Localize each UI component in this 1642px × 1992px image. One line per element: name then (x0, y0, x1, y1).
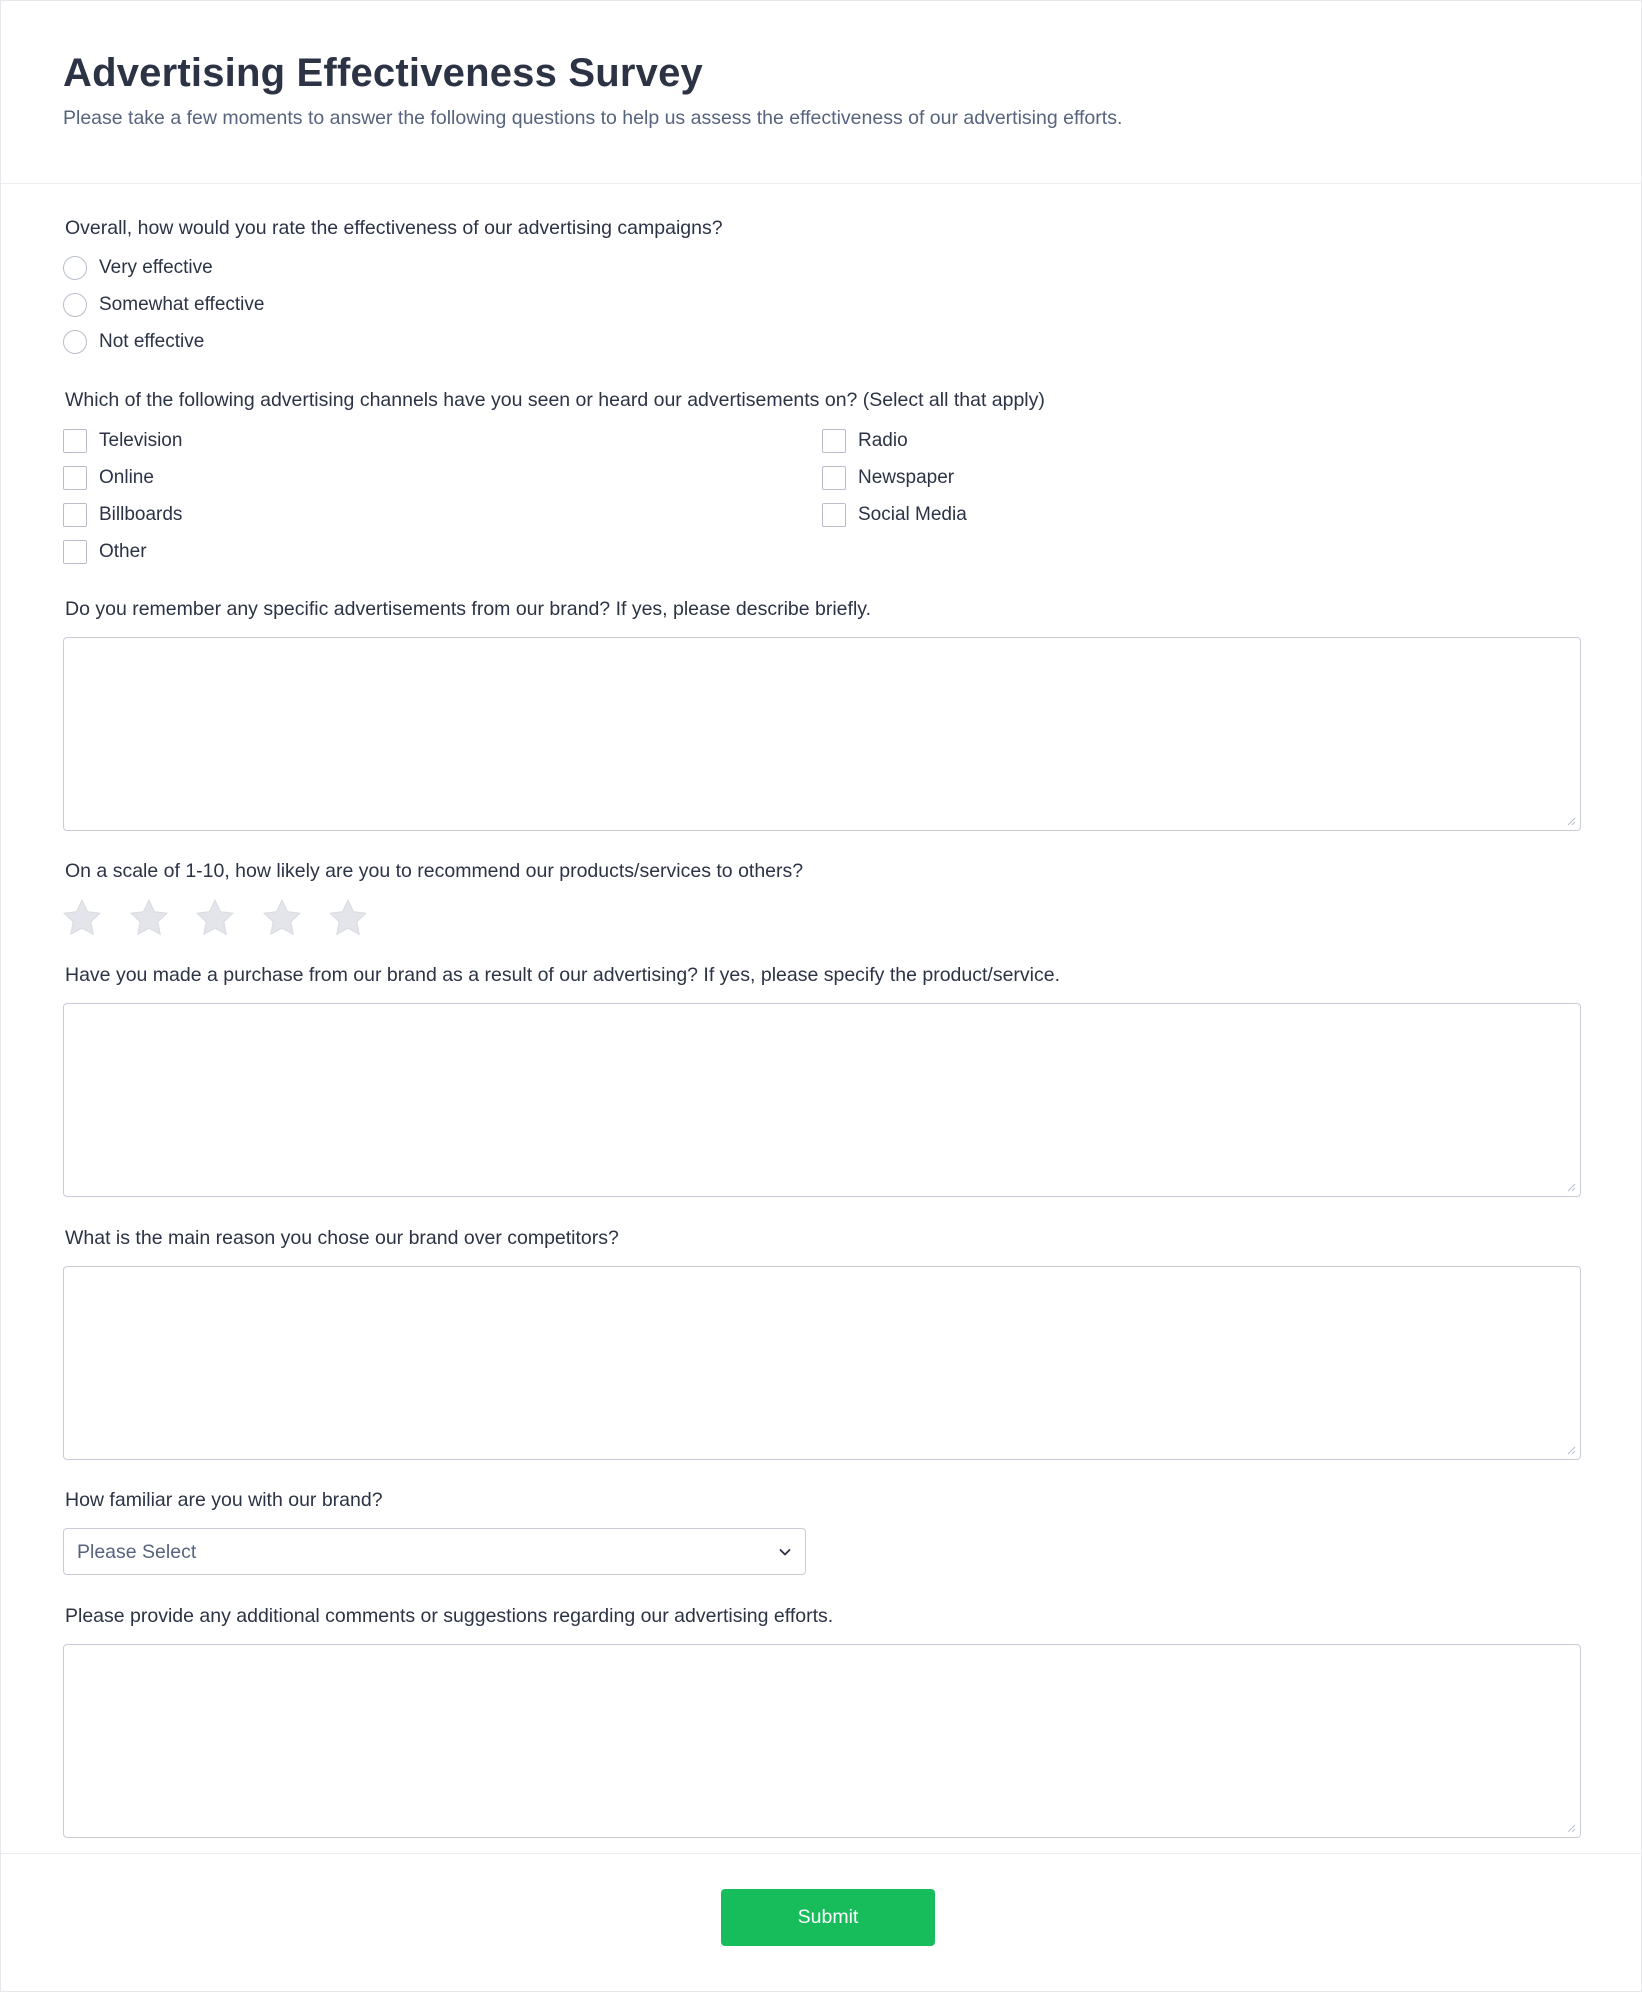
star-icon[interactable] (327, 897, 369, 939)
q6-textarea[interactable] (63, 1266, 1581, 1460)
select-value: Please Select (77, 1541, 197, 1563)
checkbox[interactable] (63, 466, 87, 490)
q3-textarea[interactable] (63, 637, 1581, 831)
star-icon[interactable] (261, 897, 303, 939)
q5-label: Have you made a purchase from our brand as a result of our advertising? If yes, please specify the product/service. (65, 964, 1061, 986)
form-subtitle: Please take a few moments to answer the following questions to help us assess the effectiveness of our advertising efforts. (63, 107, 1123, 129)
form-header (1, 1, 1641, 184)
resize-grip-icon[interactable] (1566, 816, 1576, 826)
checkbox[interactable] (63, 503, 87, 527)
q6-label: What is the main reason you chose our brand over competitors? (65, 1227, 619, 1249)
q2-option-billboards[interactable] (63, 503, 182, 527)
option-label: Newspaper (858, 467, 955, 488)
star-icon[interactable] (194, 897, 236, 939)
resize-grip-icon[interactable] (1566, 1182, 1576, 1192)
option-label: Not effective (99, 331, 205, 352)
q1-option-very-effective[interactable] (63, 256, 213, 280)
q7-label: How familiar are you with our brand? (65, 1489, 383, 1511)
q2-label: Which of the following advertising channels have you seen or heard our advertisements on? (Select all that apply) (65, 389, 1045, 411)
option-label: Very effective (99, 257, 213, 278)
resize-grip-icon[interactable] (1566, 1823, 1576, 1833)
option-label: Social Media (858, 504, 967, 525)
q2-option-other[interactable] (63, 540, 147, 564)
checkbox[interactable] (63, 429, 87, 453)
q2-option-television[interactable] (63, 429, 182, 453)
checkbox[interactable] (822, 466, 846, 490)
radio-button[interactable] (63, 293, 87, 317)
submit-button[interactable]: Submit (721, 1889, 935, 1946)
q2-option-radio[interactable] (822, 429, 908, 453)
option-label: Other (99, 541, 147, 562)
resize-grip-icon[interactable] (1566, 1445, 1576, 1455)
checkbox[interactable] (822, 503, 846, 527)
option-label: Billboards (99, 504, 183, 525)
q8-label: Please provide any additional comments or suggestions regarding our advertising efforts. (65, 1605, 834, 1627)
option-label: Online (99, 467, 154, 488)
option-label: Television (99, 430, 183, 451)
option-label: Radio (858, 430, 908, 451)
q1-label: Overall, how would you rate the effectiveness of our advertising campaigns? (65, 217, 723, 239)
checkbox[interactable] (63, 540, 87, 564)
star-icon[interactable] (128, 897, 170, 939)
q4-label: On a scale of 1-10, how likely are you to recommend our products/services to others? (65, 860, 804, 882)
q7-select[interactable] (63, 1528, 806, 1575)
form-title: Advertising Effectiveness Survey (63, 51, 703, 95)
star-rating (61, 897, 394, 939)
checkbox[interactable] (822, 429, 846, 453)
q1-option-somewhat-effective[interactable] (63, 293, 264, 317)
option-label: Somewhat effective (99, 294, 265, 315)
q3-label: Do you remember any specific advertisements from our brand? If yes, please describe briefly. (65, 598, 871, 620)
radio-button[interactable] (63, 256, 87, 280)
q1-option-not-effective[interactable] (63, 330, 204, 354)
radio-button[interactable] (63, 330, 87, 354)
star-icon[interactable] (61, 897, 103, 939)
q8-textarea[interactable] (63, 1644, 1581, 1838)
q2-option-newspaper[interactable] (822, 466, 954, 490)
q5-textarea[interactable] (63, 1003, 1581, 1197)
q2-option-social-media[interactable] (822, 503, 967, 527)
chevron-down-icon (777, 1544, 793, 1560)
q2-option-online[interactable] (63, 466, 154, 490)
